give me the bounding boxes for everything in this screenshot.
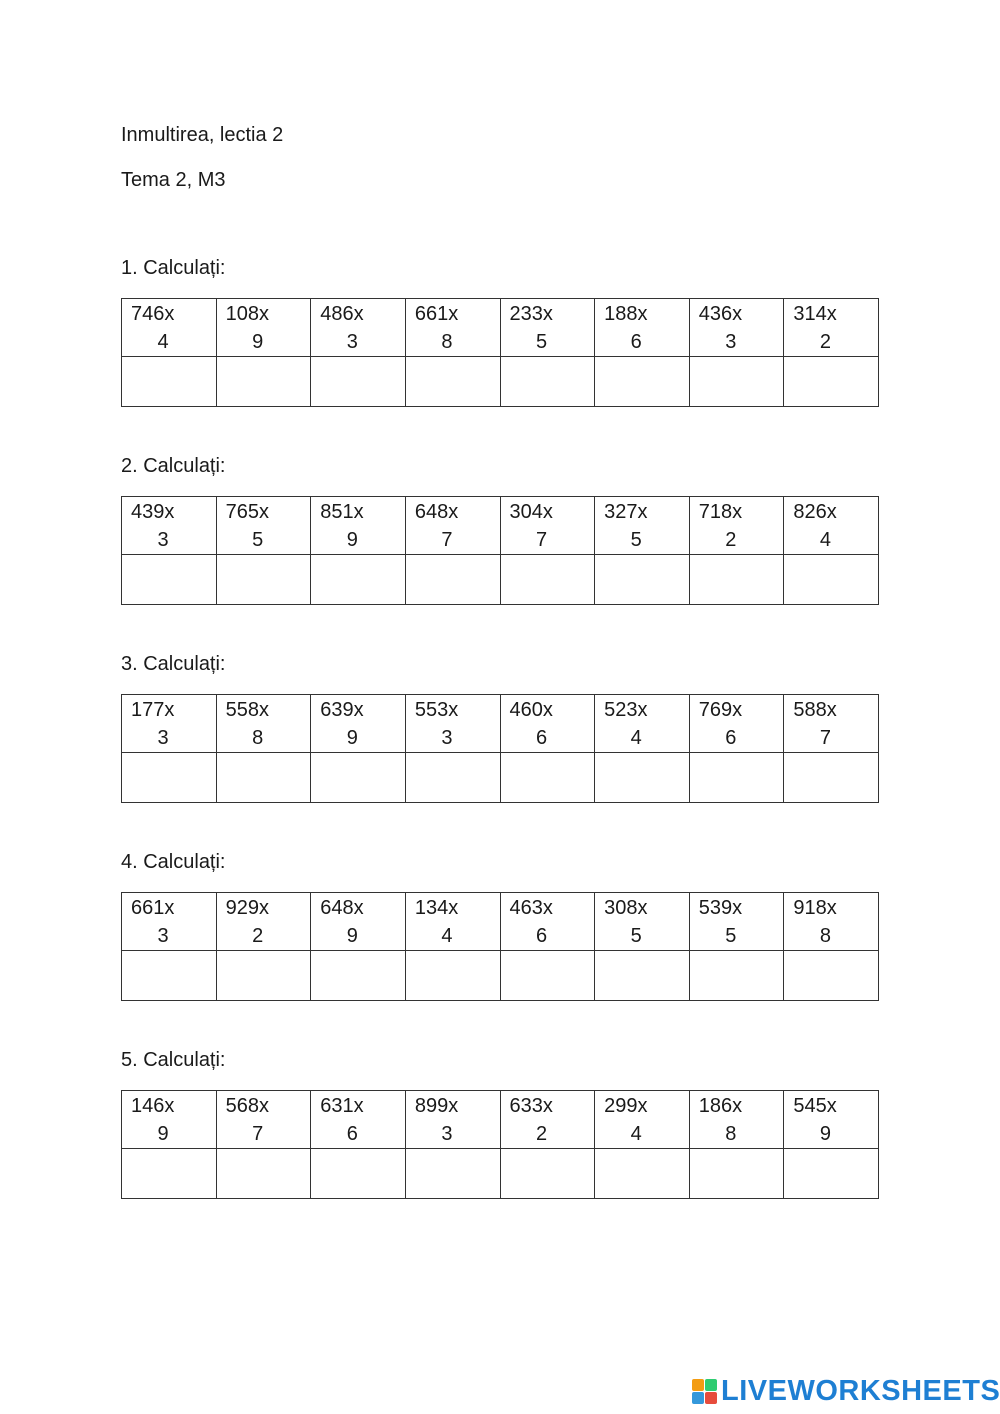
answer-cell[interactable] bbox=[500, 555, 595, 605]
multiplicand: 769x bbox=[698, 699, 743, 721]
answer-input[interactable] bbox=[784, 357, 878, 406]
multiplier: 4 bbox=[630, 1123, 642, 1145]
multiplicand: 436x bbox=[698, 303, 743, 325]
liveworksheets-logo-icon bbox=[692, 1379, 717, 1404]
multiplier: 8 bbox=[819, 925, 831, 947]
multiplicand: 463x bbox=[509, 897, 553, 919]
answer-input[interactable] bbox=[311, 357, 405, 406]
answer-cell[interactable] bbox=[595, 357, 690, 407]
answer-cell[interactable] bbox=[595, 555, 690, 605]
multiplicand: 108x bbox=[225, 303, 269, 325]
multiplicand: 648x bbox=[320, 897, 364, 919]
problem-cell bbox=[784, 695, 879, 753]
answer-input[interactable] bbox=[217, 357, 311, 406]
multiplicand: 308x bbox=[604, 897, 648, 919]
multiplicand: 826x bbox=[793, 501, 837, 523]
problem-cell bbox=[595, 893, 690, 951]
multiplier: 4 bbox=[630, 727, 642, 749]
problem-cell bbox=[405, 497, 500, 555]
problem-cell bbox=[500, 299, 595, 357]
problem-cell bbox=[405, 893, 500, 951]
multiplier: 8 bbox=[725, 1123, 737, 1145]
answer-input[interactable] bbox=[501, 753, 595, 802]
answer-cell[interactable] bbox=[122, 1149, 217, 1199]
problem-row bbox=[122, 893, 879, 951]
page-title: Inmultirea, lectia 2 bbox=[121, 124, 284, 146]
multiplier: 5 bbox=[630, 529, 642, 551]
logo-text: LIVEWORKSHEETS bbox=[721, 1374, 1000, 1407]
multiplier: 8 bbox=[441, 331, 453, 353]
problem-cell bbox=[311, 893, 406, 951]
answer-cell[interactable] bbox=[216, 555, 311, 605]
answer-input[interactable] bbox=[784, 753, 878, 802]
multiplicand: 746x bbox=[131, 303, 175, 325]
answer-input[interactable] bbox=[690, 753, 784, 802]
answer-input[interactable] bbox=[122, 1149, 216, 1198]
exercise-table bbox=[121, 694, 879, 803]
multiplier: 5 bbox=[725, 925, 737, 947]
multiplier: 9 bbox=[346, 727, 358, 749]
multiplier: 3 bbox=[346, 331, 358, 353]
problem-cell bbox=[405, 1091, 500, 1149]
answer-input[interactable] bbox=[690, 1149, 784, 1198]
problem-row bbox=[122, 1091, 879, 1149]
answer-cell[interactable] bbox=[689, 555, 784, 605]
answer-cell[interactable] bbox=[216, 753, 311, 803]
multiplicand: 177x bbox=[131, 699, 175, 721]
multiplier: 4 bbox=[819, 529, 831, 551]
multiplier: 5 bbox=[252, 529, 264, 551]
exercise-title: 1. Calculați: bbox=[121, 257, 226, 279]
multiplier: 7 bbox=[252, 1123, 264, 1145]
multiplier: 7 bbox=[819, 727, 831, 749]
answer-input[interactable] bbox=[501, 357, 595, 406]
problem-cell bbox=[216, 1091, 311, 1149]
answer-cell[interactable] bbox=[784, 357, 879, 407]
multiplicand: 134x bbox=[414, 897, 459, 919]
answer-input[interactable] bbox=[501, 951, 595, 1000]
answer-cell[interactable] bbox=[311, 1149, 406, 1199]
answer-cell[interactable] bbox=[784, 1149, 879, 1199]
exercise-table bbox=[121, 298, 879, 407]
answer-input[interactable] bbox=[690, 951, 784, 1000]
answer-cell[interactable] bbox=[784, 753, 879, 803]
multiplicand: 186x bbox=[698, 1095, 743, 1117]
problem-row bbox=[122, 497, 879, 555]
problem-cell bbox=[122, 893, 217, 951]
answer-row bbox=[122, 951, 879, 1001]
multiplicand: 568x bbox=[225, 1095, 269, 1117]
answer-cell[interactable] bbox=[689, 753, 784, 803]
answer-input[interactable] bbox=[595, 753, 689, 802]
problem-cell bbox=[500, 497, 595, 555]
answer-input[interactable] bbox=[217, 753, 311, 802]
answer-cell[interactable] bbox=[784, 555, 879, 605]
multiplicand: 633x bbox=[509, 1095, 553, 1117]
problem-cell bbox=[595, 695, 690, 753]
problem-cell bbox=[122, 1091, 217, 1149]
multiplier: 3 bbox=[157, 727, 169, 749]
problem-cell bbox=[784, 497, 879, 555]
multiplier: 2 bbox=[252, 925, 264, 947]
answer-input[interactable] bbox=[690, 555, 784, 604]
multiplier: 3 bbox=[157, 529, 169, 551]
answer-cell[interactable] bbox=[405, 1149, 500, 1199]
problem-cell bbox=[311, 1091, 406, 1149]
answer-cell[interactable] bbox=[405, 951, 500, 1001]
problem-cell bbox=[784, 893, 879, 951]
exercise-table bbox=[121, 892, 879, 1001]
answer-cell[interactable] bbox=[122, 357, 217, 407]
multiplicand: 851x bbox=[320, 501, 364, 523]
problem-cell bbox=[216, 497, 311, 555]
multiplier: 4 bbox=[441, 925, 453, 947]
answer-cell[interactable] bbox=[216, 1149, 311, 1199]
answer-input[interactable] bbox=[217, 951, 311, 1000]
multiplicand: 545x bbox=[793, 1095, 837, 1117]
multiplicand: 718x bbox=[698, 501, 743, 523]
problem-cell bbox=[216, 299, 311, 357]
multiplicand: 523x bbox=[604, 699, 648, 721]
multiplicand: 648x bbox=[414, 501, 459, 523]
answer-input[interactable] bbox=[311, 753, 405, 802]
answer-row bbox=[122, 1149, 879, 1199]
answer-cell[interactable] bbox=[500, 1149, 595, 1199]
multiplier: 4 bbox=[157, 331, 169, 353]
multiplier: 6 bbox=[725, 727, 737, 749]
answer-cell[interactable] bbox=[405, 555, 500, 605]
multiplier: 3 bbox=[441, 727, 453, 749]
answer-cell[interactable] bbox=[216, 357, 311, 407]
multiplier: 3 bbox=[441, 1123, 453, 1145]
multiplicand: 661x bbox=[131, 897, 175, 919]
answer-input[interactable] bbox=[217, 555, 311, 604]
problem-cell bbox=[216, 695, 311, 753]
answer-cell[interactable] bbox=[595, 1149, 690, 1199]
page-subtitle: Tema 2, M3 bbox=[121, 169, 226, 191]
problem-row bbox=[122, 695, 879, 753]
multiplicand: 460x bbox=[509, 699, 553, 721]
answer-cell[interactable] bbox=[122, 753, 217, 803]
answer-cell[interactable] bbox=[689, 951, 784, 1001]
answer-row bbox=[122, 555, 879, 605]
multiplier: 9 bbox=[252, 331, 264, 353]
answer-cell[interactable] bbox=[122, 555, 217, 605]
answer-cell[interactable] bbox=[311, 357, 406, 407]
problem-cell bbox=[311, 299, 406, 357]
answer-row bbox=[122, 357, 879, 407]
problem-cell bbox=[689, 1091, 784, 1149]
answer-cell[interactable] bbox=[122, 951, 217, 1001]
multiplier: 8 bbox=[252, 727, 264, 749]
multiplicand: 146x bbox=[131, 1095, 175, 1117]
answer-cell[interactable] bbox=[500, 951, 595, 1001]
multiplicand: 299x bbox=[604, 1095, 648, 1117]
multiplicand: 918x bbox=[793, 897, 837, 919]
answer-input[interactable] bbox=[784, 555, 878, 604]
answer-input[interactable] bbox=[784, 951, 878, 1000]
answer-cell[interactable] bbox=[500, 357, 595, 407]
answer-input[interactable] bbox=[122, 555, 216, 604]
multiplier: 9 bbox=[157, 1123, 169, 1145]
answer-cell[interactable] bbox=[311, 555, 406, 605]
answer-input[interactable] bbox=[311, 951, 405, 1000]
problem-cell bbox=[689, 695, 784, 753]
multiplicand: 439x bbox=[131, 501, 175, 523]
answer-cell[interactable] bbox=[311, 951, 406, 1001]
multiplier: 6 bbox=[535, 925, 548, 947]
answer-input[interactable] bbox=[501, 555, 595, 604]
answer-input[interactable] bbox=[595, 1149, 689, 1198]
answer-input[interactable] bbox=[784, 1149, 878, 1198]
multiplicand: 188x bbox=[604, 303, 648, 325]
multiplier: 5 bbox=[630, 925, 642, 947]
answer-input[interactable] bbox=[122, 753, 216, 802]
problem-cell bbox=[216, 893, 311, 951]
problem-cell bbox=[122, 299, 217, 357]
problem-cell bbox=[122, 695, 217, 753]
multiplier: 9 bbox=[346, 529, 358, 551]
multiplicand: 588x bbox=[793, 699, 837, 721]
problem-cell bbox=[500, 893, 595, 951]
answer-input[interactable] bbox=[406, 357, 500, 406]
problem-cell bbox=[311, 497, 406, 555]
multiplicand: 539x bbox=[698, 897, 743, 919]
multiplicand: 631x bbox=[320, 1095, 364, 1117]
problem-cell bbox=[595, 497, 690, 555]
multiplier: 5 bbox=[535, 331, 548, 353]
multiplicand: 327x bbox=[604, 501, 648, 523]
exercise-title: 2. Calculați: bbox=[121, 455, 226, 477]
multiplicand: 553x bbox=[414, 699, 459, 721]
multiplier: 9 bbox=[346, 925, 358, 947]
answer-input[interactable] bbox=[406, 1149, 500, 1198]
problem-cell bbox=[500, 695, 595, 753]
liveworksheets-logo bbox=[692, 1374, 1000, 1408]
problem-cell bbox=[784, 299, 879, 357]
answer-input[interactable] bbox=[406, 951, 500, 1000]
problem-cell bbox=[595, 1091, 690, 1149]
multiplicand: 558x bbox=[225, 699, 269, 721]
exercise-title: 3. Calculați: bbox=[121, 653, 226, 675]
multiplier: 3 bbox=[725, 331, 737, 353]
multiplier: 2 bbox=[725, 529, 737, 551]
problem-cell bbox=[784, 1091, 879, 1149]
answer-cell[interactable] bbox=[784, 951, 879, 1001]
answer-input[interactable] bbox=[690, 357, 784, 406]
answer-input[interactable] bbox=[217, 1149, 311, 1198]
answer-input[interactable] bbox=[122, 951, 216, 1000]
multiplier: 6 bbox=[346, 1123, 358, 1145]
multiplicand: 899x bbox=[414, 1095, 459, 1117]
answer-input[interactable] bbox=[311, 555, 405, 604]
problem-cell bbox=[122, 497, 217, 555]
answer-input[interactable] bbox=[406, 555, 500, 604]
answer-cell[interactable] bbox=[216, 951, 311, 1001]
answer-cell[interactable] bbox=[311, 753, 406, 803]
answer-input[interactable] bbox=[501, 1149, 595, 1198]
problem-cell bbox=[405, 299, 500, 357]
problem-cell bbox=[689, 299, 784, 357]
answer-input[interactable] bbox=[122, 357, 216, 406]
multiplier: 6 bbox=[630, 331, 642, 353]
answer-cell[interactable] bbox=[595, 753, 690, 803]
multiplicand: 639x bbox=[320, 699, 364, 721]
multiplier: 7 bbox=[441, 529, 453, 551]
exercise-title: 5. Calculați: bbox=[121, 1049, 226, 1071]
answer-input[interactable] bbox=[595, 555, 689, 604]
multiplier: 2 bbox=[535, 1123, 548, 1145]
multiplicand: 233x bbox=[509, 303, 553, 325]
multiplicand: 304x bbox=[509, 501, 553, 523]
problem-cell bbox=[595, 299, 690, 357]
exercise-title: 4. Calculați: bbox=[121, 851, 226, 873]
answer-input[interactable] bbox=[311, 1149, 405, 1198]
problem-cell bbox=[689, 893, 784, 951]
problem-cell bbox=[405, 695, 500, 753]
multiplier: 2 bbox=[819, 331, 831, 353]
answer-cell[interactable] bbox=[689, 357, 784, 407]
multiplicand: 486x bbox=[320, 303, 364, 325]
answer-input[interactable] bbox=[595, 951, 689, 1000]
multiplicand: 661x bbox=[414, 303, 459, 325]
multiplier: 6 bbox=[535, 727, 548, 749]
problem-cell bbox=[689, 497, 784, 555]
answer-input[interactable] bbox=[595, 357, 689, 406]
multiplier: 3 bbox=[157, 925, 169, 947]
answer-cell[interactable] bbox=[405, 753, 500, 803]
multiplicand: 314x bbox=[793, 303, 837, 325]
answer-cell[interactable] bbox=[405, 357, 500, 407]
multiplier: 9 bbox=[819, 1123, 831, 1145]
answer-cell[interactable] bbox=[689, 1149, 784, 1199]
answer-input[interactable] bbox=[406, 753, 500, 802]
exercise-table bbox=[121, 1090, 879, 1199]
multiplicand: 929x bbox=[225, 897, 269, 919]
problem-cell bbox=[311, 695, 406, 753]
problem-row bbox=[122, 299, 879, 357]
answer-row bbox=[122, 753, 879, 803]
exercise-table bbox=[121, 496, 879, 605]
answer-cell[interactable] bbox=[500, 753, 595, 803]
answer-cell[interactable] bbox=[595, 951, 690, 1001]
problem-cell bbox=[500, 1091, 595, 1149]
multiplicand: 765x bbox=[225, 501, 269, 523]
multiplier: 7 bbox=[535, 529, 548, 551]
